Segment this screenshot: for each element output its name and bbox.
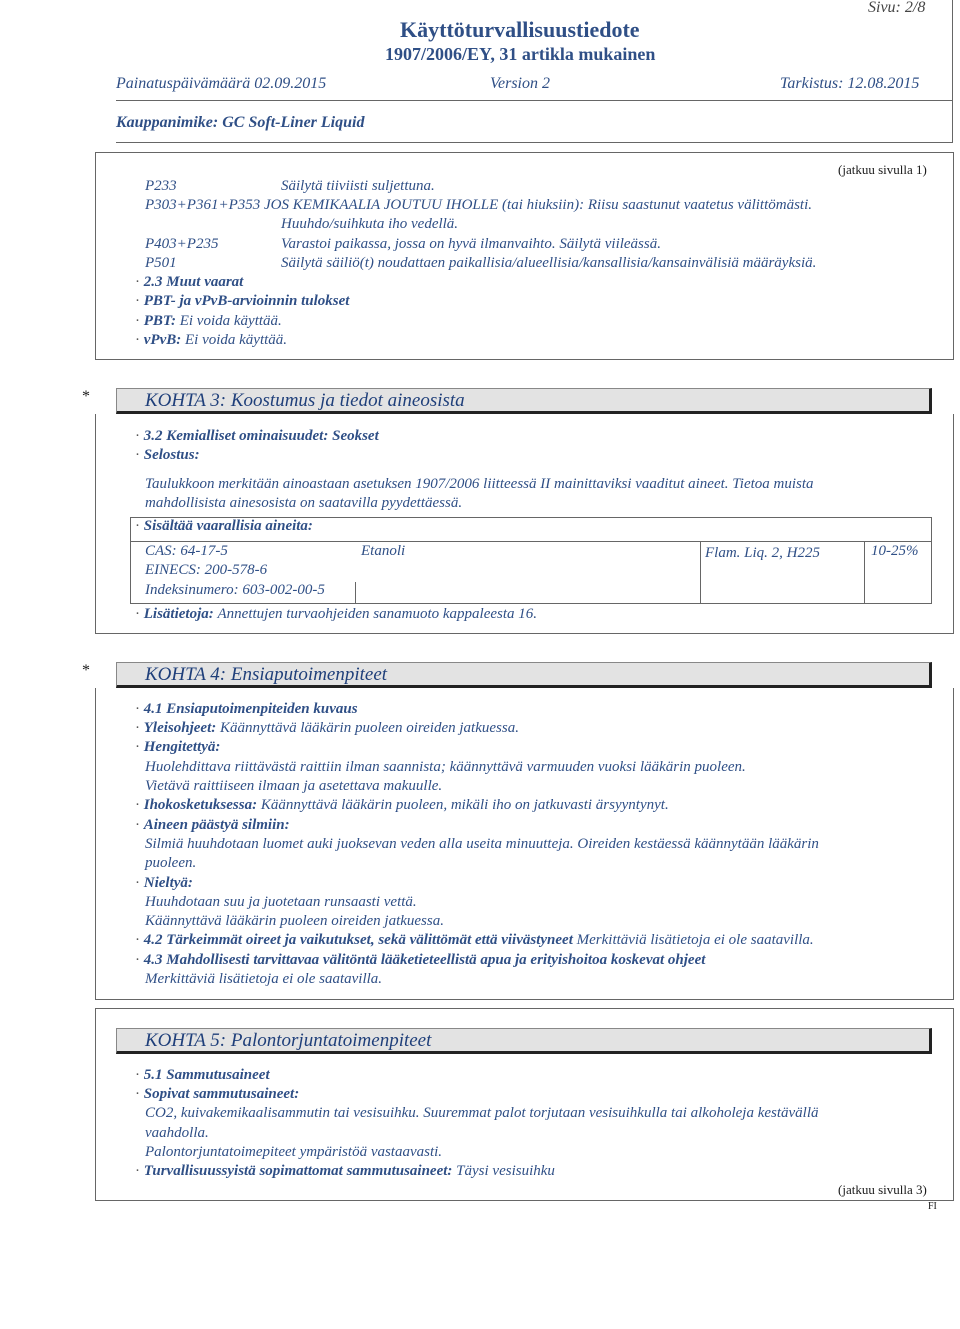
h42-row: · 4.2 Tärkeimmät oireet ja vaikutukset, sekä välittömät että viivästyneet Merkittäviä lisätietoja ei ole saatavilla. <box>135 932 814 948</box>
unsuitable-media-label: Turvallisuussyistä sopimattomat sammutusaineet: <box>143 1163 453 1179</box>
language-code: FI <box>928 1201 937 1212</box>
p303-text: P303+P361+P353 JOS KEMIKAALIA JOUTUU IHOLLE (tai hiuksiin): Riisu saastunut vaatetus välittömästi. <box>145 197 813 213</box>
pbt-value: Ei voida käyttää. <box>179 313 282 329</box>
einecs-number: EINECS: 200-578-6 <box>145 562 268 578</box>
p233-text: Säilytä tiiviisti suljettuna. <box>281 178 435 194</box>
p403-code: P403+P235 <box>145 236 219 252</box>
description-line-2: mahdollisista ainesosista on saatavilla pyydettäessä. <box>145 495 463 511</box>
ingestion-label: Nieltyä: <box>143 875 193 891</box>
version: Version 2 <box>490 75 550 92</box>
h43-value: Merkittäviä lisätietoja ei ole saatavilla. <box>145 971 383 987</box>
pbt-heading-label: PBT- ja vPvB-arvioinnin tulokset <box>143 293 350 309</box>
p303-text-cont: Huuhdo/suihkuta iho vedellä. <box>281 216 459 232</box>
table-title: · Sisältää vaarallisia aineita: <box>135 518 313 534</box>
section3-banner <box>116 388 932 414</box>
skin-contact: · Ihokosketuksessa: Käännyttävä lääkärin puoleen, mikäli iho on jatkuvasti ärsyyntynyt. <box>135 797 669 813</box>
additional-info-label: Lisätietoja: <box>143 606 214 622</box>
inhalation-line-2: Vietävä raittiiseen ilmaan ja asetettava makuulle. <box>145 778 443 794</box>
selostus-heading: · Selostus: <box>135 447 200 463</box>
suitable-media-line-2: vaahdolla. <box>145 1125 209 1141</box>
vpvb-label: vPvB: <box>143 332 182 348</box>
description-line-1: Taulukkoon merkitään ainoastaan asetuksen 1907/2006 liitteessä II mainittaviksi vaaditut aineet. Tietoa muista <box>145 476 814 492</box>
h51-heading: · 5.1 Sammutusaineet <box>135 1067 270 1083</box>
continued-to: (jatkuu sivulla 3) <box>838 1182 927 1197</box>
h32-heading: · 3.2 Kemialliset ominaisuudet: Seokset <box>135 428 379 444</box>
inhalation-label: Hengitettyä: <box>143 739 221 755</box>
section4-change-marker: * <box>82 662 90 679</box>
pbt-label: PBT: <box>143 313 176 329</box>
ingestion-line-2: Käännyttävä lääkärin puoleen oireiden jatkuessa. <box>145 913 444 929</box>
trade-name: Kauppanimike: GC Soft-Liner Liquid <box>116 114 365 131</box>
h23-heading: · 2.3 Muut vaarat <box>135 274 244 290</box>
eye-contact-line-1: Silmiä huuhdotaan luomet auki juoksevan veden alla useita minuutteja. Oireiden kestäessä käännytään lääkärin <box>145 836 819 852</box>
index-number: Indeksinumero: 603-002-00-5 <box>145 582 325 598</box>
cas-number: CAS: 64-17-5 <box>145 543 228 559</box>
table-title-label: Sisältää vaarallisia aineita: <box>143 518 313 534</box>
table-col-rule-1 <box>700 541 701 604</box>
vpvb-row: · vPvB: Ei voida käyttää. <box>135 332 288 348</box>
table-header-rule <box>130 541 932 542</box>
h43-label: 4.3 Mahdollisesti tarvittavaa välitöntä lääketieteellistä apua ja erityishoitoa koskevat ohjeet <box>143 952 706 968</box>
table-col-rule-0 <box>355 582 356 604</box>
p501-code: P501 <box>145 255 177 271</box>
ingestion-heading: · Nieltyä: <box>135 875 193 891</box>
suitable-media-line-1: CO2, kuivakemikaalisammutin tai vesisuihku. Suuremmat palot torjutaan vesisuihkulla tai alkoholeja kestävällä <box>145 1105 819 1121</box>
h42-label: 4.2 Tärkeimmät oireet ja vaikutukset, sekä välittömät että viivästyneet <box>143 932 573 948</box>
ingestion-line-1: Huuhdotaan suu ja juotetaan runsaasti vettä. <box>145 894 417 910</box>
table-col-rule-2 <box>864 541 865 604</box>
section5-title: KOHTA 5: Palontorjuntatoimenpiteet <box>145 1030 432 1051</box>
general-advice-label: Yleisohjeet: <box>143 720 217 736</box>
substance-name: Etanoli <box>361 543 406 559</box>
header-bottom-rule <box>116 142 953 143</box>
h32-label: 3.2 Kemialliset ominaisuudet: Seokset <box>143 428 379 444</box>
skin-contact-label: Ihokosketuksessa: <box>143 797 258 813</box>
eye-contact-heading: · Aineen päästyä silmiin: <box>135 817 290 833</box>
p501-text: Säilytä säiliö(t) noudattaen paikallisia/alueellisia/kansallisia/kansainvälisiä määräyksiä. <box>281 255 817 271</box>
selostus-label: Selostus: <box>143 447 200 463</box>
pbt-row: · PBT: Ei voida käyttää. <box>135 313 282 329</box>
skin-contact-value: Käännyttävä lääkärin puoleen, mikäli iho on jatkuvasti ärsyyntynyt. <box>260 797 669 813</box>
header-right-rule <box>952 0 953 143</box>
eye-contact-label: Aineen päästyä silmiin: <box>143 817 290 833</box>
unsuitable-media-value: Täysi vesisuihku <box>456 1163 555 1179</box>
eye-contact-line-2: puoleen. <box>145 855 197 871</box>
document-subtitle: 1907/2006/EY, 31 artikla mukainen <box>385 44 656 64</box>
section4-title: KOHTA 4: Ensiaputoimenpiteet <box>145 664 388 685</box>
additional-info: · Lisätietoja: Annettujen turvaohjeiden sanamuoto kappaleesta 16. <box>135 606 538 622</box>
inhalation-line-1: Huolehdittava riittävästä raittiin ilman saannista; käännyttävä varmuuden vuoksi lääkärin puoleen. <box>145 759 746 775</box>
document-title: Käyttöturvallisuustiedote <box>400 17 640 42</box>
header-divider <box>116 100 953 101</box>
general-advice: · Yleisohjeet: Käännyttävä lääkärin puoleen oireiden jatkuessa. <box>135 720 519 736</box>
print-date: Painatuspäivämäärä 02.09.2015 <box>116 75 327 92</box>
section4-banner <box>116 662 932 688</box>
vpvb-value: Ei voida käyttää. <box>184 332 288 348</box>
p403-text: Varastoi paikassa, jossa on hyvä ilmanvaihto. Säilytä viileässä. <box>281 236 661 252</box>
suitable-media-heading: · Sopivat sammutusaineet: <box>135 1086 300 1102</box>
revision-date: Tarkistus: 12.08.2015 <box>780 75 920 92</box>
inhalation-heading: · Hengitettyä: <box>135 739 221 755</box>
additional-info-value: Annettujen turvaohjeiden sanamuoto kappaleesta 16. <box>217 606 538 622</box>
section3-title: KOHTA 3: Koostumus ja tiedot aineosista <box>145 390 465 411</box>
p233-code: P233 <box>145 178 177 194</box>
h43-heading: · 4.3 Mahdollisesti tarvittavaa välitöntä lääketieteellistä apua ja erityishoitoa koskevat ohjeet <box>135 952 706 968</box>
h23-label: 2.3 Muut vaarat <box>143 274 244 290</box>
h41-heading: · 4.1 Ensiaputoimenpiteiden kuvaus <box>135 701 358 717</box>
h42-value: Merkittäviä lisätietoja ei ole saatavilla. <box>576 932 814 948</box>
pbt-heading: · PBT- ja vPvB-arvioinnin tulokset <box>135 293 350 309</box>
unsuitable-media: · Turvallisuussyistä sopimattomat sammutusaineet: Täysi vesisuihku <box>135 1163 555 1179</box>
concentration: 10-25% <box>871 543 919 559</box>
suitable-media-line-3: Palontorjuntatoimepiteet ympäristöä vastaavasti. <box>145 1144 443 1160</box>
suitable-media-label: Sopivat sammutusaineet: <box>143 1086 300 1102</box>
footer-rule <box>95 1200 954 1201</box>
h51-label: 5.1 Sammutusaineet <box>143 1067 270 1083</box>
page-number: Sivu: 2/8 <box>868 0 926 16</box>
hazard-classification: Flam. Liq. 2, H225 <box>705 545 821 561</box>
general-advice-value: Käännyttävä lääkärin puoleen oireiden jatkuessa. <box>219 720 519 736</box>
section3-change-marker: * <box>82 388 90 405</box>
continued-from: (jatkuu sivulla 1) <box>838 162 927 177</box>
h41-label: 4.1 Ensiaputoimenpiteiden kuvaus <box>143 701 358 717</box>
